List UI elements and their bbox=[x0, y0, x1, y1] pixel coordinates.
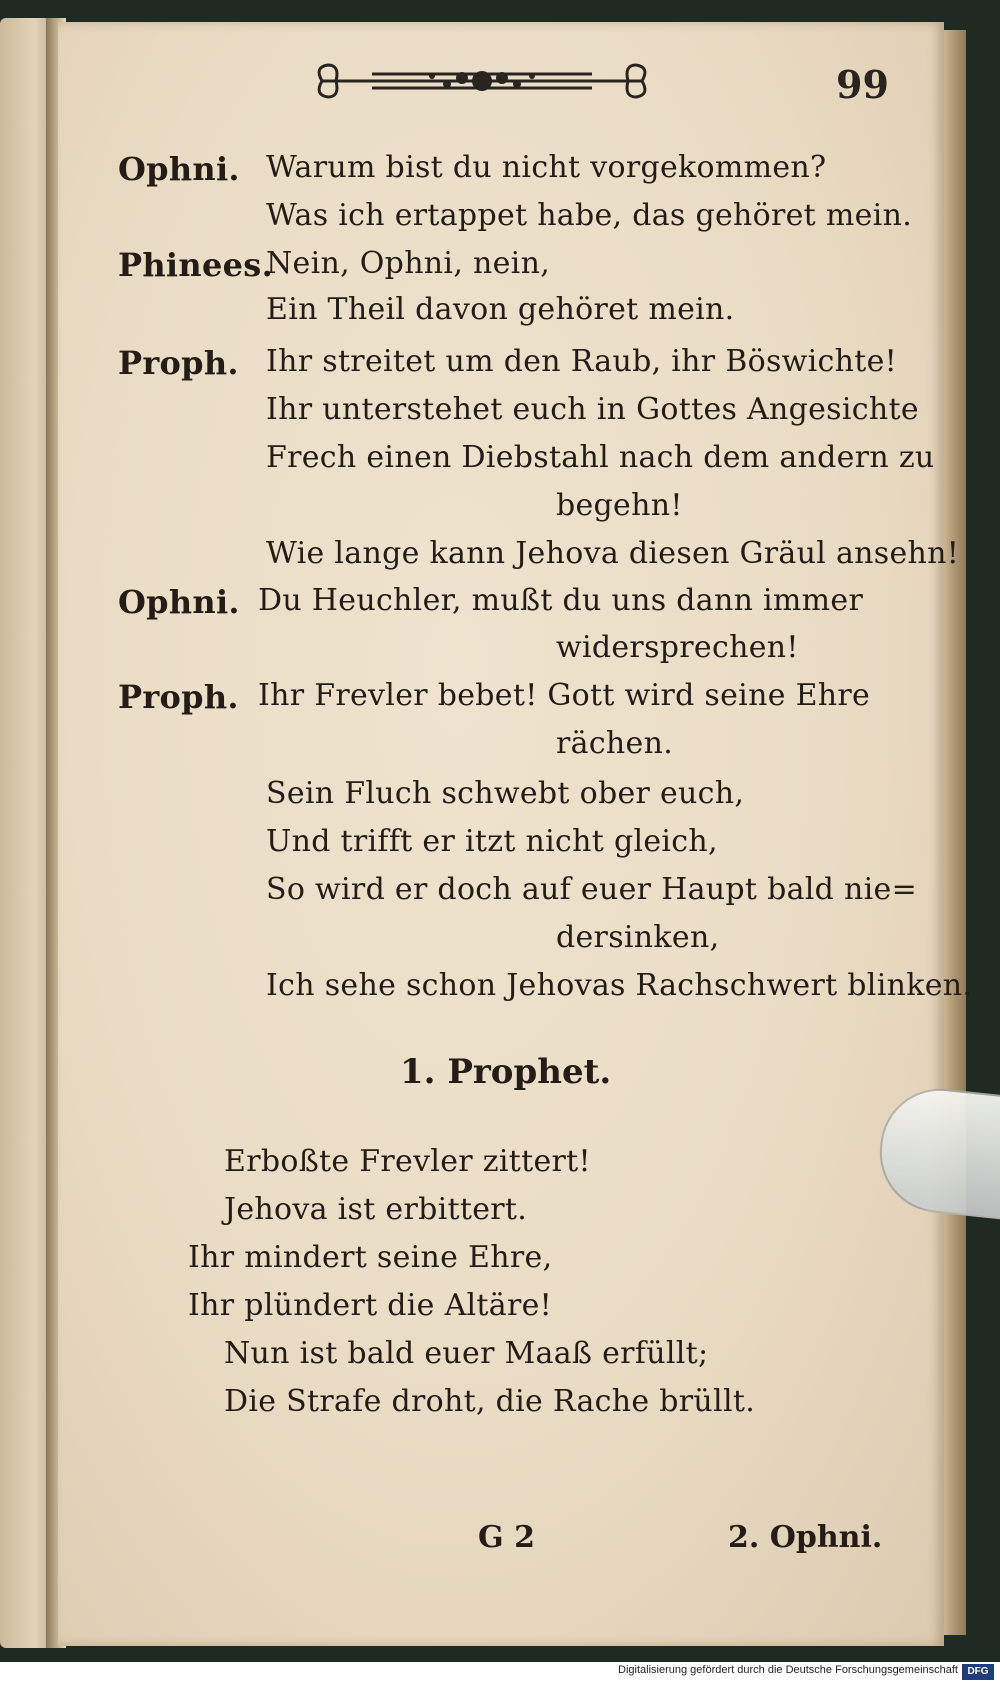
dialogue-line: Ihr unterstehet euch in Gottes Angesichte bbox=[266, 392, 919, 427]
dialogue-line: Frech einen Diebstahl nach dem andern zu bbox=[266, 440, 935, 475]
dialogue-line: Sein Fluch schwebt ober euch, bbox=[266, 776, 745, 811]
speaker-name: Ophni. bbox=[118, 583, 240, 621]
dialogue-line: Nein, Ophni, nein, bbox=[266, 246, 551, 281]
ornament-icon bbox=[312, 56, 652, 106]
dialogue-line: Ich sehe schon Jehovas Rachschwert blinken. bbox=[266, 968, 973, 1003]
dfg-logo: DFG bbox=[962, 1664, 994, 1680]
dialogue-line: Ihr streitet um den Raub, ihr Böswichte! bbox=[266, 344, 898, 379]
speaker-name: Phinees. bbox=[118, 246, 274, 284]
dialogue-line: Warum bist du nicht vorgekommen? bbox=[266, 150, 827, 185]
digitization-credit: Digitalisierung gefördert durch die Deutsche Forschungsgemeinschaft bbox=[618, 1664, 958, 1676]
dialogue-line: So wird er doch auf euer Haupt bald nie= bbox=[266, 872, 918, 907]
dialogue-line: Ihr Frevler bebet! Gott wird seine Ehre bbox=[258, 678, 871, 713]
catchword: 2. Ophni. bbox=[728, 1520, 883, 1555]
verse-line: Ihr mindert seine Ehre, bbox=[188, 1240, 553, 1275]
dialogue-line: rächen. bbox=[556, 726, 674, 761]
verse-line: Erboßte Frevler zittert! bbox=[224, 1144, 591, 1179]
page-number: 99 bbox=[836, 62, 889, 107]
speaker-name: Proph. bbox=[118, 344, 239, 382]
section-heading: 1. Prophet. bbox=[400, 1052, 612, 1092]
dialogue-line: Was ich ertappet habe, das gehöret mein. bbox=[266, 198, 913, 233]
dialogue-line: Ein Theil davon gehöret mein. bbox=[266, 292, 735, 327]
speaker-name: Proph. bbox=[118, 678, 239, 716]
verse-line: Nun ist bald euer Maaß erfüllt; bbox=[224, 1336, 709, 1371]
page-stack-edge bbox=[944, 30, 966, 1635]
dialogue-line: widersprechen! bbox=[556, 630, 799, 665]
signature-mark: G 2 bbox=[478, 1520, 535, 1555]
verse-line: Die Strafe droht, die Rache brüllt. bbox=[224, 1384, 756, 1419]
dialogue-line: Wie lange kann Jehova diesen Gräul ansehn! bbox=[266, 536, 960, 571]
verse-line: Jehova ist erbittert. bbox=[224, 1192, 528, 1227]
dialogue-line: dersinken, bbox=[556, 920, 720, 955]
dialogue-line: Du Heuchler, mußt du uns dann immer bbox=[258, 583, 864, 618]
speaker-name: Ophni. bbox=[118, 150, 240, 188]
dialogue-line: begehn! bbox=[556, 488, 683, 523]
dialogue-line: Und trifft er itzt nicht gleich, bbox=[266, 824, 718, 859]
verse-line: Ihr plündert die Altäre! bbox=[188, 1288, 553, 1323]
